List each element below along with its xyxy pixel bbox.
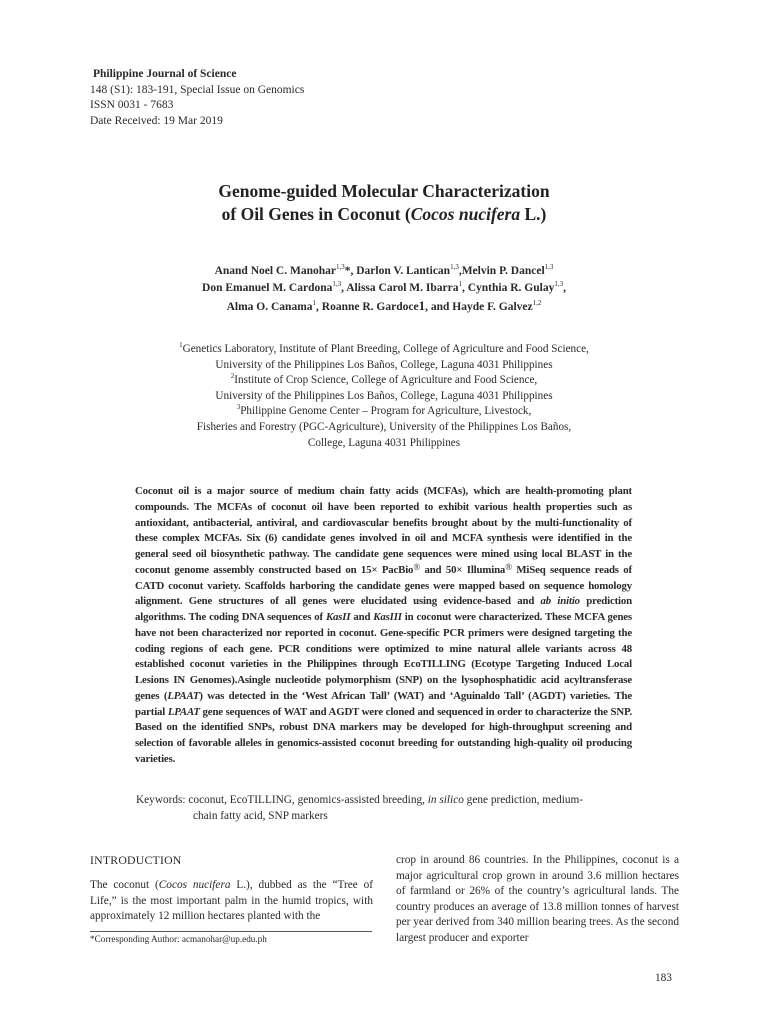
author-line-2	[0, 280, 768, 297]
abstract-text: Coconut oil is a major source of medium chain fatty acids (MCFAs), which are health-promoting plant compounds. The MCFAs of coconut oil have been reported to exhibit various health properties such as antioxidant, antibacterial, antiviral, and cardiovascular benefits brought about by the multi-functionality of these complex MCFAs. Six (6) candidate genes involved in oil and MCFA synthesis were identified in the general seed oil biosynthetic pathway. The candidate gene sequences were mined using local BLAST in the coconut genome assembly constructed based on 15× PacBio	[135, 485, 632, 576]
registered-mark: ®	[413, 561, 421, 572]
author-name: , Alissa Carol M. Ibarra	[341, 282, 459, 294]
footnote-corresponding-author: *Corresponding Author: acmanohar@up.edu.ph	[90, 934, 267, 944]
page-number: 183	[655, 972, 672, 984]
author-affil-sup: 1,3	[544, 263, 554, 271]
author-list	[0, 263, 768, 316]
journal-header	[90, 67, 304, 129]
abstract-text: in coconut were characterized. These MCFA genes have not been characterized nor reported in coconut. Gene-specific PCR primers were designed targeting the coding regions of each gene. PCR conditions were optimized to mine natural allele variants across 48 established coconut varieties in the Philippines through EcoTILLING (Ecotype Targeting Induced Local Lesions IN Genomes).Asingle nucleotide polymorphism (SNP) on the lysophosphatidic acid acyltransferase genes (	[135, 611, 632, 702]
title-line-2	[0, 203, 768, 226]
author-name: , Cynthia R. Gulay	[461, 282, 555, 294]
gene-name: LPAAT	[167, 705, 200, 718]
affiliation-line	[0, 404, 768, 420]
author-line-3	[0, 297, 768, 316]
date-received: Date Received: 19 Mar 2019	[90, 114, 223, 127]
abstract-text: prediction algorithms. The coding DNA sequences of	[135, 595, 632, 623]
author-affil-sup: 1,3	[335, 263, 345, 271]
author-affil-sup: 1	[458, 280, 462, 288]
keywords-text: coconut, EcoTILLING, genomics-assisted breeding,	[185, 794, 428, 806]
affiliation-line: College, Laguna 4031 Philippines	[307, 436, 461, 449]
affiliations	[0, 342, 768, 451]
journal-volume: 148 (S1): 183-191, Special Issue on Genomics	[90, 83, 305, 96]
section-heading-introduction: INTRODUCTION	[90, 853, 182, 867]
gene-name: KasIII	[373, 611, 402, 623]
body-text: The coconut (	[90, 879, 159, 891]
abstract-text: ) was detected in the ‘West African Tall’ (WAT) and ‘Aguinaldo Tall’ (AGDT) varieties. The partial	[135, 689, 632, 718]
affiliation-line: University of the Philippines Los Baños, College, Laguna 4031 Philippines	[215, 358, 553, 371]
abstract-text: gene sequences of WAT and AGDT were cloned and sequenced in order to characterize the SNP. Based on the identified SNPs, robust DNA markers may be developed for high-throughput screening and selection of favorable alleles in genomics-assisted coconut breeding for outstanding high-quality oil producing varieties.	[135, 705, 632, 765]
affiliation-number: 3	[236, 403, 241, 412]
body-column-left	[90, 878, 373, 925]
abstract	[135, 484, 632, 768]
affiliation-text: Philippine Genome Center – Program for Agriculture, Livestock,	[240, 405, 532, 418]
abstract-text: and 50× Illumina	[420, 563, 506, 576]
corresponding-mark: *	[344, 265, 351, 277]
abstract-italic: ab initio	[540, 595, 580, 608]
affiliation-text: Institute of Crop Science, College of Agriculture and Food Science,	[234, 374, 538, 387]
keywords-label: Keywords:	[136, 794, 186, 806]
footnote-divider	[90, 931, 372, 932]
author-name: Alma O. Canama	[226, 301, 313, 313]
author-line-1	[0, 263, 768, 280]
author-affil-sup: 1,2	[532, 299, 542, 307]
keywords-italic: in silico	[427, 794, 464, 806]
body-text: L.), dubbed as the “Tree of Life,” is the most important palm in the humid tropics, with approximately 12 million hectares planted with the	[90, 879, 374, 922]
journal-issn: ISSN 0031 - 7683	[90, 99, 174, 111]
author-affil-sup: 1,3	[450, 263, 459, 271]
body-column-right: crop in around 86 countries. In the Philippines, coconut is a major agricultural crop grown in around 3.6 million hectares of farmland or 26% of the country’s agricultural lands. The country produces an average of 13.8 million tonnes of harvest per year derived from 340 million bearing trees. As the second largest producer and exporter	[396, 854, 679, 944]
author-name: Anand Noel C. Manohar	[214, 265, 336, 277]
affiliation-number: 1	[179, 341, 183, 349]
author-name: , and Hayde F. Galvez	[425, 301, 533, 313]
author-affil-sup: 1,3	[332, 280, 342, 288]
author-separator: ,	[563, 282, 566, 294]
affiliation-line: Fisheries and Forestry (PGC-Agriculture), University of the Philippines Los Baños,	[196, 420, 572, 433]
author-name: , Roanne R. Gardoce	[316, 301, 419, 313]
title-line-2-post: L.)	[520, 204, 547, 224]
author-affil-sup: 1,3	[554, 280, 564, 288]
registered-mark: ®	[505, 561, 512, 572]
affiliation-line	[0, 373, 768, 389]
keywords-text: gene prediction, medium-	[463, 794, 584, 806]
title-species: Cocos nucifera	[410, 204, 521, 224]
gene-name: KasII	[325, 611, 351, 623]
keywords	[136, 793, 636, 824]
affiliation-text: Genetics Laboratory, Institute of Plant Breeding, College of Agriculture and Food Science,	[182, 343, 589, 355]
keywords-text: chain fatty acid, SNP markers	[193, 809, 328, 822]
journal-name: Philippine Journal of Science	[93, 68, 237, 80]
author-affil-mark: 1	[418, 298, 426, 313]
affiliation-line	[0, 342, 768, 358]
abstract-text: MiSeq sequence reads of CATD coconut variety. Scaffolds harboring the candidate genes were mapped based on sequence homology alignment. Gene structures of all genes were elucidated using evidence-based and	[135, 563, 632, 608]
gene-name: LPAAT	[167, 689, 200, 702]
species-name: Cocos nucifera	[158, 879, 231, 891]
author-name: ,Melvin P. Dancel	[458, 265, 545, 277]
title-line-1: Genome-guided Molecular Characterization	[218, 181, 550, 201]
author-name: Don Emanuel M. Cardona	[202, 282, 333, 294]
title-line-2-pre: of Oil Genes in Coconut (	[221, 204, 411, 224]
affiliation-number: 2	[230, 372, 235, 381]
author-affil-sup: 1	[312, 299, 317, 307]
author-name: , Darlon V. Lantican	[350, 265, 451, 277]
paper-title	[0, 180, 768, 226]
abstract-text: and	[350, 611, 374, 623]
affiliation-line: University of the Philippines Los Baños, College, Laguna 4031 Philippines	[215, 389, 553, 402]
